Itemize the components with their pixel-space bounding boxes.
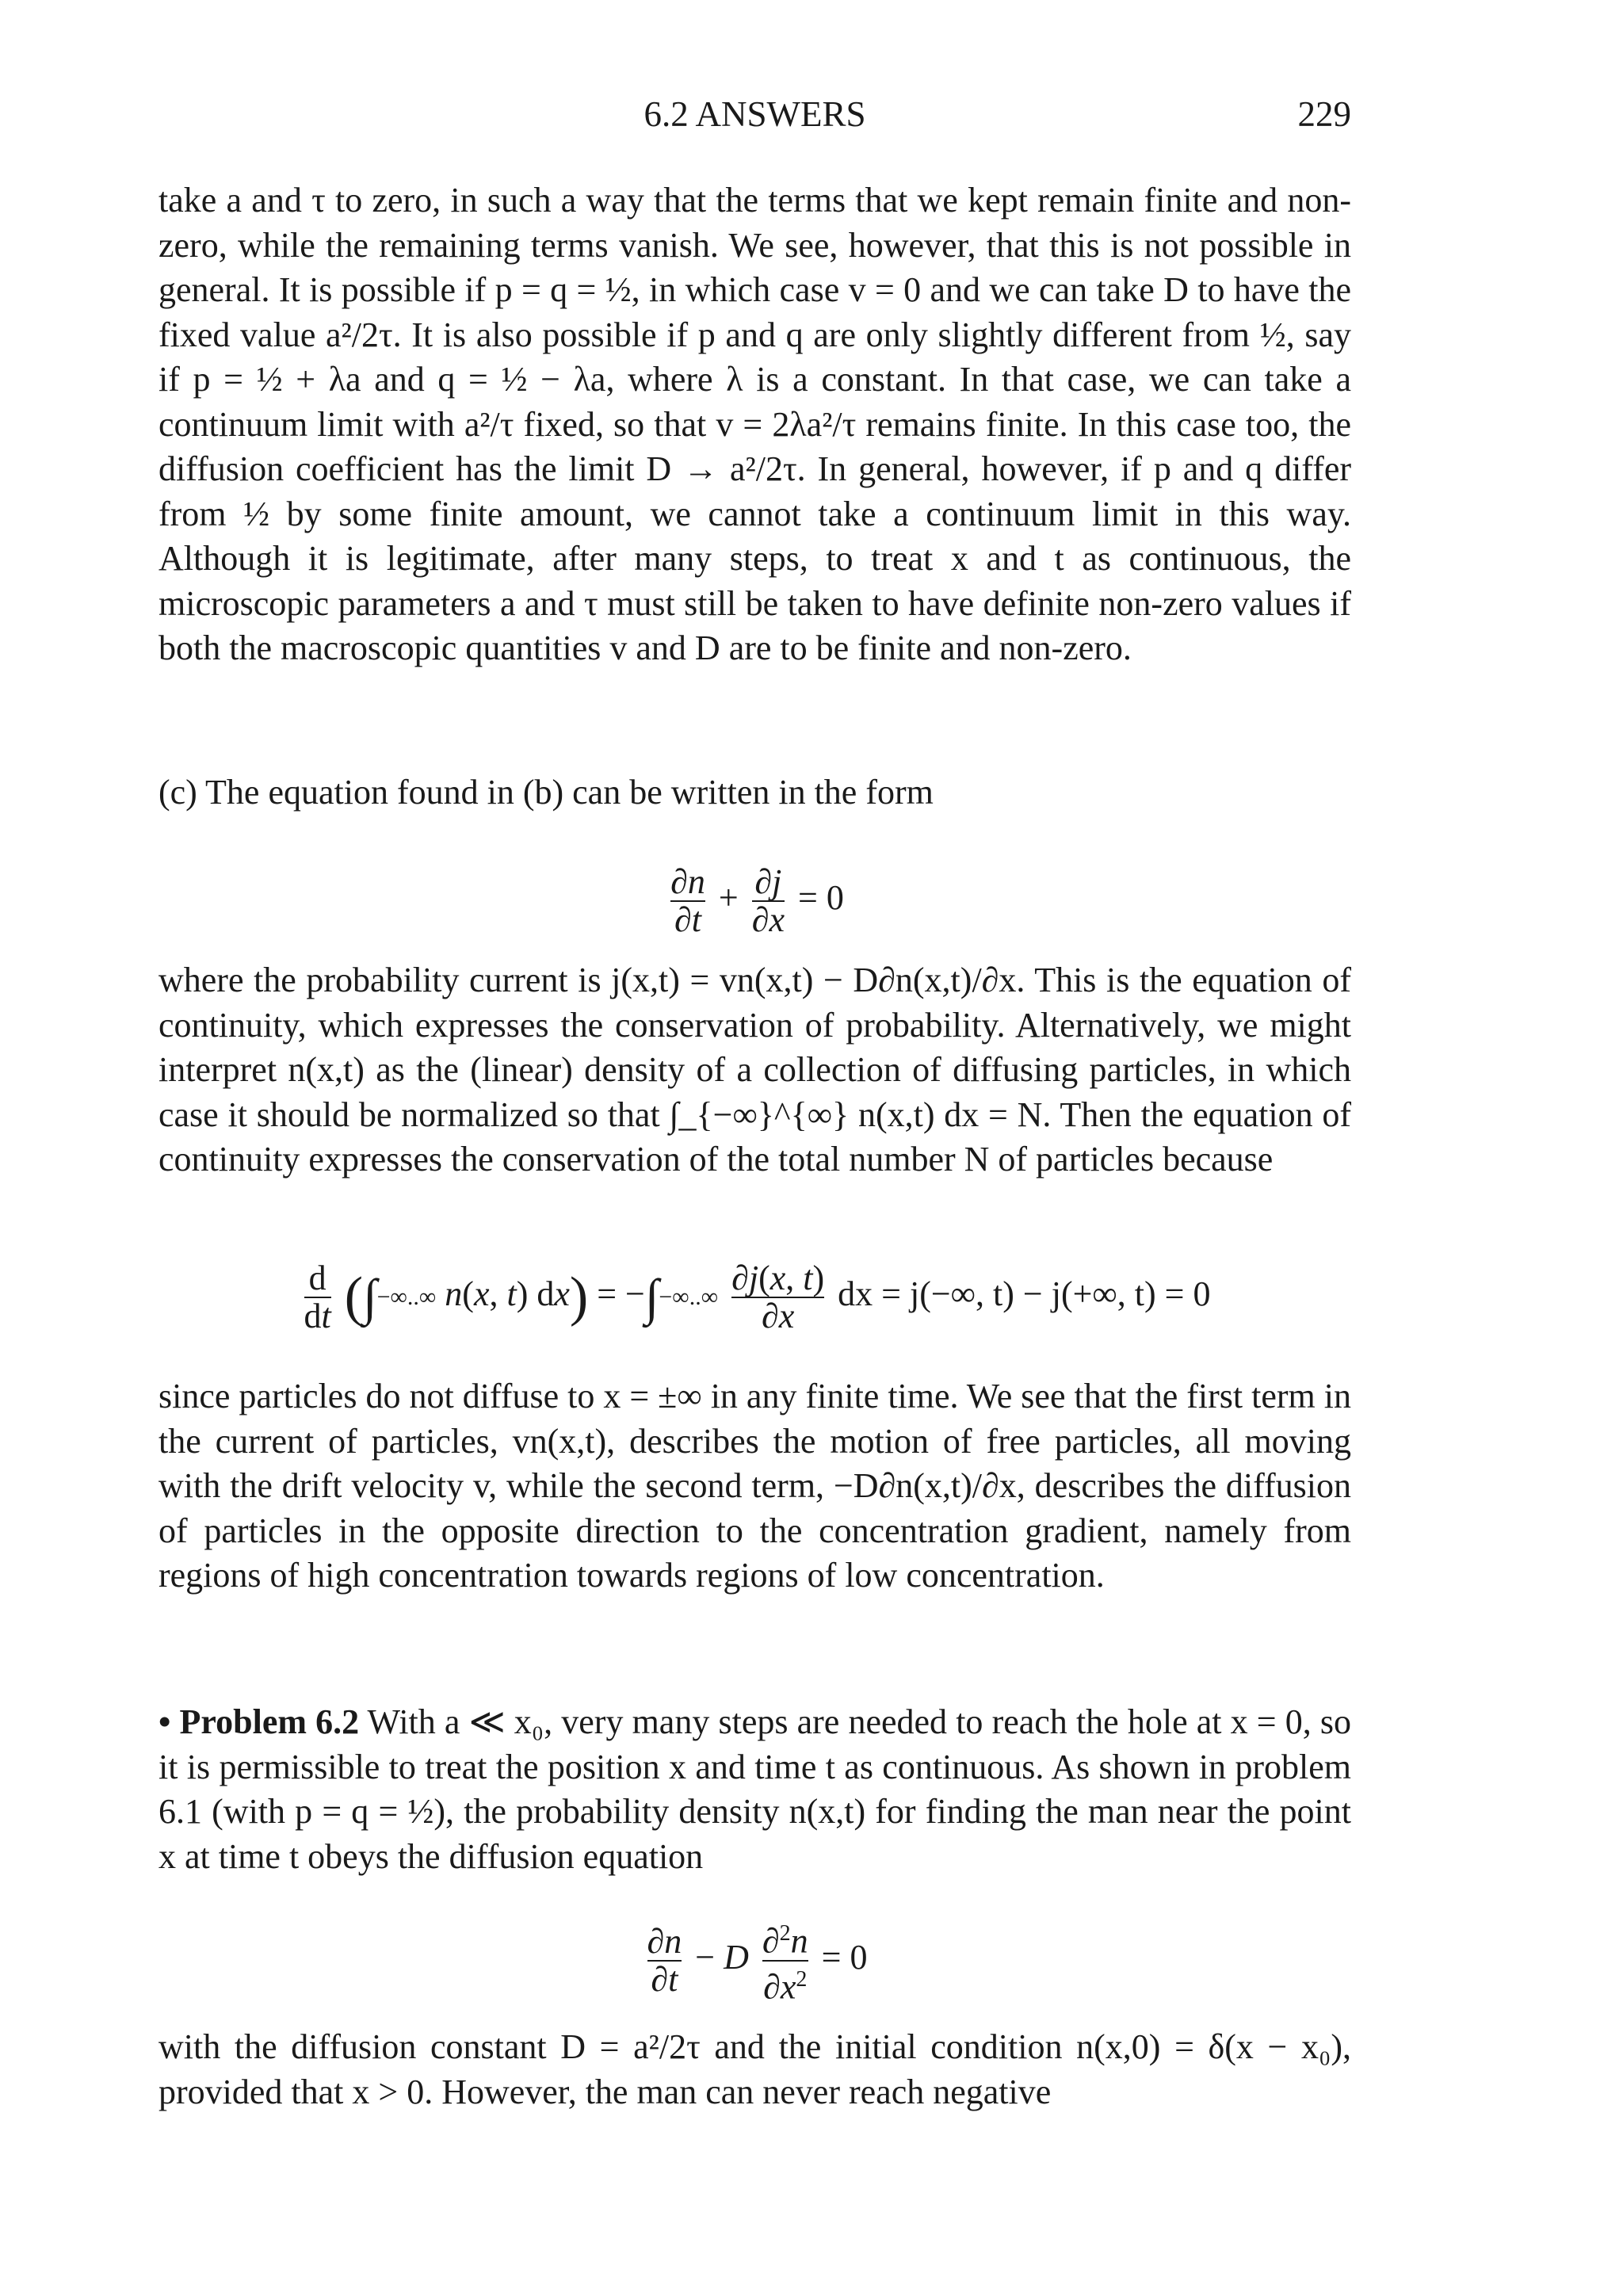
paragraph-part-c-intro: (c) The equation found in (b) can be written in the form [158, 773, 934, 812]
paragraph-problem-6-2 [158, 1700, 1351, 1879]
paragraph-probability-current: where the probability current is j(x,t) = vn(x,t) − D∂n(x,t)/∂x. This is the equation of continuity, which expresses the conservation of probability. Alternatively, we might interpret n(x,t) as the (linear) density of a collection of diffusing particles, in which case it should be normalized so that ∫_{−∞}^{∞} n(x,t) dx = N. Then the equation of continuity expresses the conservation of the total number N of particles because [158, 961, 1351, 1179]
fraction-dj-dx: $\frac{\partial j}{\partial x}$ [751, 862, 785, 939]
fraction-dn-dt: $\frac{\partial n}{\partial t}$ [647, 1921, 682, 1999]
continuity-equation: $\frac{\partial n}{\partial t}$ + $\frac{\partial j}{\partial x}$ = 0 [670, 862, 844, 939]
section-title: 6.2 ANSWERS [643, 94, 866, 134]
fraction-dn-dt: $\frac{\partial n}{\partial t}$ [670, 862, 705, 939]
equation-rhs: = 0 [821, 1937, 868, 1977]
paragraph-continuum-limit: take a and τ to zero, in such a way that the terms that we kept remain finite and non-zero, while the remaining terms vanish. We see, however, that this is not possible in general. It is possible if p = q = ½, in which case v = 0 and we can take D to have the fixed value a²/2τ. It is also possible if p and q are only slightly different from ½, say if p = ½ + λa and q = ½ − λa, where λ is a constant. In that case, we can take a continuum limit with a²/τ fixed, so that v = 2λa²/τ remains finite. In this case too, the diffusion coefficient has the limit D → a²/2τ. In general, however, if p and q differ from ½ by some finite amount, we cannot take a continuum limit in this way. Although it is legitimate, after many steps, to treat x and t as continuous, the microscopic parameters a and τ must still be taken to have definite non-zero values if both the macroscopic quantities v and D are to be finite and non-zero. [158, 181, 1351, 667]
problem-label: • Problem 6.2 [158, 1702, 360, 1741]
page-number: 229 [1297, 94, 1351, 134]
particle-conservation-equation: $\frac{d}{dt}$ (∫−∞..∞ n(x, t) dx) = −∫−∞..∞ $\frac{\partial j(x, t)}{\partial x}$ dx = j(−∞, t) − j(+∞, t) = 0 [304, 1259, 1211, 1335]
problem-text: With a ≪ x₀, very many steps are needed to reach the hole at x = 0, so it is permissible to treat the position x and time t as continuous. As shown in problem 6.1 (with p = q = ½), the probability density n(x,t) for finding the man near the point x at time t obeys the diffusion equation [158, 1702, 1351, 1876]
diffusion-equation: $\frac{\partial n}{\partial t}$ − D $\frac{\partial^2n}{\partial x^2}$ = 0 [158, 1916, 1351, 2011]
equation-rhs: = 0 [798, 878, 844, 918]
fraction-d-dt: $\frac{d}{dt}$ [304, 1259, 331, 1335]
paragraph-initial-condition: with the diffusion constant D = a²/2τ and the initial condition n(x,0) = δ(x − x₀), provided that x > 0. However, the man can never reach negative [158, 2027, 1351, 2111]
fraction-d2n-dx2: $\frac{\partial^2n}{\partial x^2}$ [762, 1921, 808, 2007]
equation-rhs: dx = j(−∞, t) − j(+∞, t) = 0 [838, 1274, 1211, 1314]
running-header [158, 94, 1351, 141]
fraction-dj-dx-integrand: $\frac{\partial j(x, t)}{\partial x}$ [731, 1259, 825, 1335]
paragraph-drift-and-diffusion: since particles do not diffuse to x = ±∞ in any finite time. We see that the first term in the current of particles, vn(x,t), describes the motion of free particles, all moving with the drift velocity v, while the second term, −D∂n(x,t)/∂x, describes the diffusion of particles in the opposite direction to the concentration gradient, namely from regions of high concentration towards regions of low concentration. [158, 1377, 1351, 1595]
